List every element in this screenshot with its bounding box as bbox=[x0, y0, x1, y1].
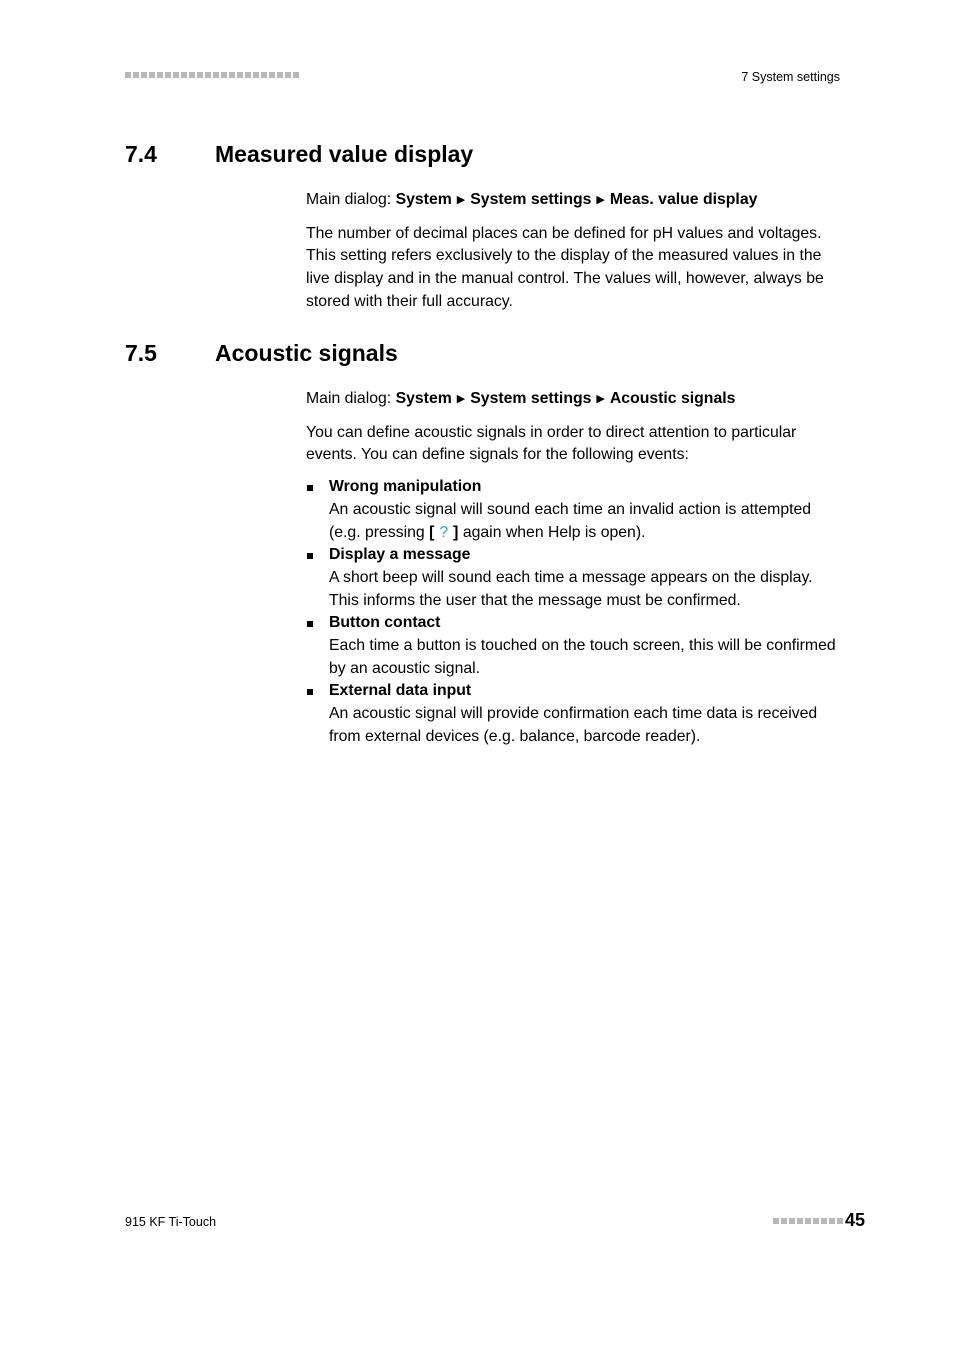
list-item bbox=[306, 612, 842, 680]
bullet-icon bbox=[307, 553, 313, 559]
section-title: Measured value display bbox=[215, 141, 474, 167]
section-number: 7.4 bbox=[125, 141, 157, 167]
section-body bbox=[306, 189, 842, 314]
list-item bbox=[306, 680, 842, 748]
paragraph: The number of decimal places can be defined for pH values and voltages. This setting refers exclusively to the display of the measured values in the live display and in the manual control. The values will, however, always be stored with their full accuracy. bbox=[306, 224, 824, 310]
path-arrow-icon: ▶ bbox=[456, 393, 466, 405]
bullet-icon bbox=[307, 485, 313, 491]
bullet-icon bbox=[307, 689, 313, 695]
key-bracket-open: [ bbox=[429, 523, 435, 541]
item-text-after: again when Help is open). bbox=[462, 523, 646, 541]
path-step: Meas. value display bbox=[609, 191, 758, 208]
path-prefix: Main dialog: bbox=[306, 191, 392, 208]
item-title: External data input bbox=[329, 682, 472, 700]
event-list bbox=[306, 476, 842, 748]
section-title: Acoustic signals bbox=[215, 340, 398, 366]
path-arrow-icon: ▶ bbox=[596, 194, 605, 206]
item-text bbox=[329, 499, 842, 544]
item-title: Wrong manipulation bbox=[329, 478, 482, 496]
bullet-icon bbox=[307, 621, 313, 627]
path-step: System settings bbox=[470, 390, 592, 407]
path-arrow-icon: ▶ bbox=[456, 194, 466, 206]
page-number: 45 bbox=[845, 1210, 866, 1230]
dialog-path bbox=[306, 388, 842, 412]
item-title: Display a message bbox=[329, 546, 471, 564]
path-step: Acoustic signals bbox=[609, 390, 736, 407]
list-item bbox=[306, 544, 842, 612]
path-arrow-icon: ▶ bbox=[596, 393, 605, 405]
footer-decoration bbox=[773, 1218, 843, 1224]
item-text-before: An acoustic signal will sound each time an invalid action is attempted (e.g. pressing bbox=[329, 500, 812, 541]
paragraph: You can define acoustic signals in order to direct attention to particular events. You can define signals for the following events: bbox=[306, 423, 797, 464]
footer-product-name: 915 KF Ti-Touch bbox=[125, 1215, 217, 1229]
item-text: Each time a button is touched on the touch screen, this will be confirmed by an acoustic signal. bbox=[329, 637, 836, 677]
section-number: 7.5 bbox=[125, 340, 157, 366]
item-text: An acoustic signal will provide confirmation each time data is received from external devices (e.g. balance, barcode reader). bbox=[329, 705, 818, 745]
section-body bbox=[306, 388, 842, 749]
path-prefix: Main dialog: bbox=[306, 390, 392, 407]
list-item bbox=[306, 476, 842, 544]
item-text: A short beep will sound each time a message appears on the display. This informs the user that the message must be confirmed. bbox=[329, 568, 813, 609]
item-title: Button contact bbox=[329, 614, 441, 632]
header-decoration bbox=[125, 72, 299, 78]
dialog-path bbox=[306, 189, 842, 213]
path-step: System settings bbox=[470, 191, 592, 208]
path-step: System bbox=[395, 390, 452, 407]
path-step: System bbox=[395, 191, 452, 208]
header-chapter-title: 7 System settings bbox=[741, 70, 840, 84]
question-mark-icon: ? bbox=[439, 523, 449, 541]
help-key-icon bbox=[429, 524, 458, 541]
key-bracket-close: ] bbox=[453, 523, 459, 541]
